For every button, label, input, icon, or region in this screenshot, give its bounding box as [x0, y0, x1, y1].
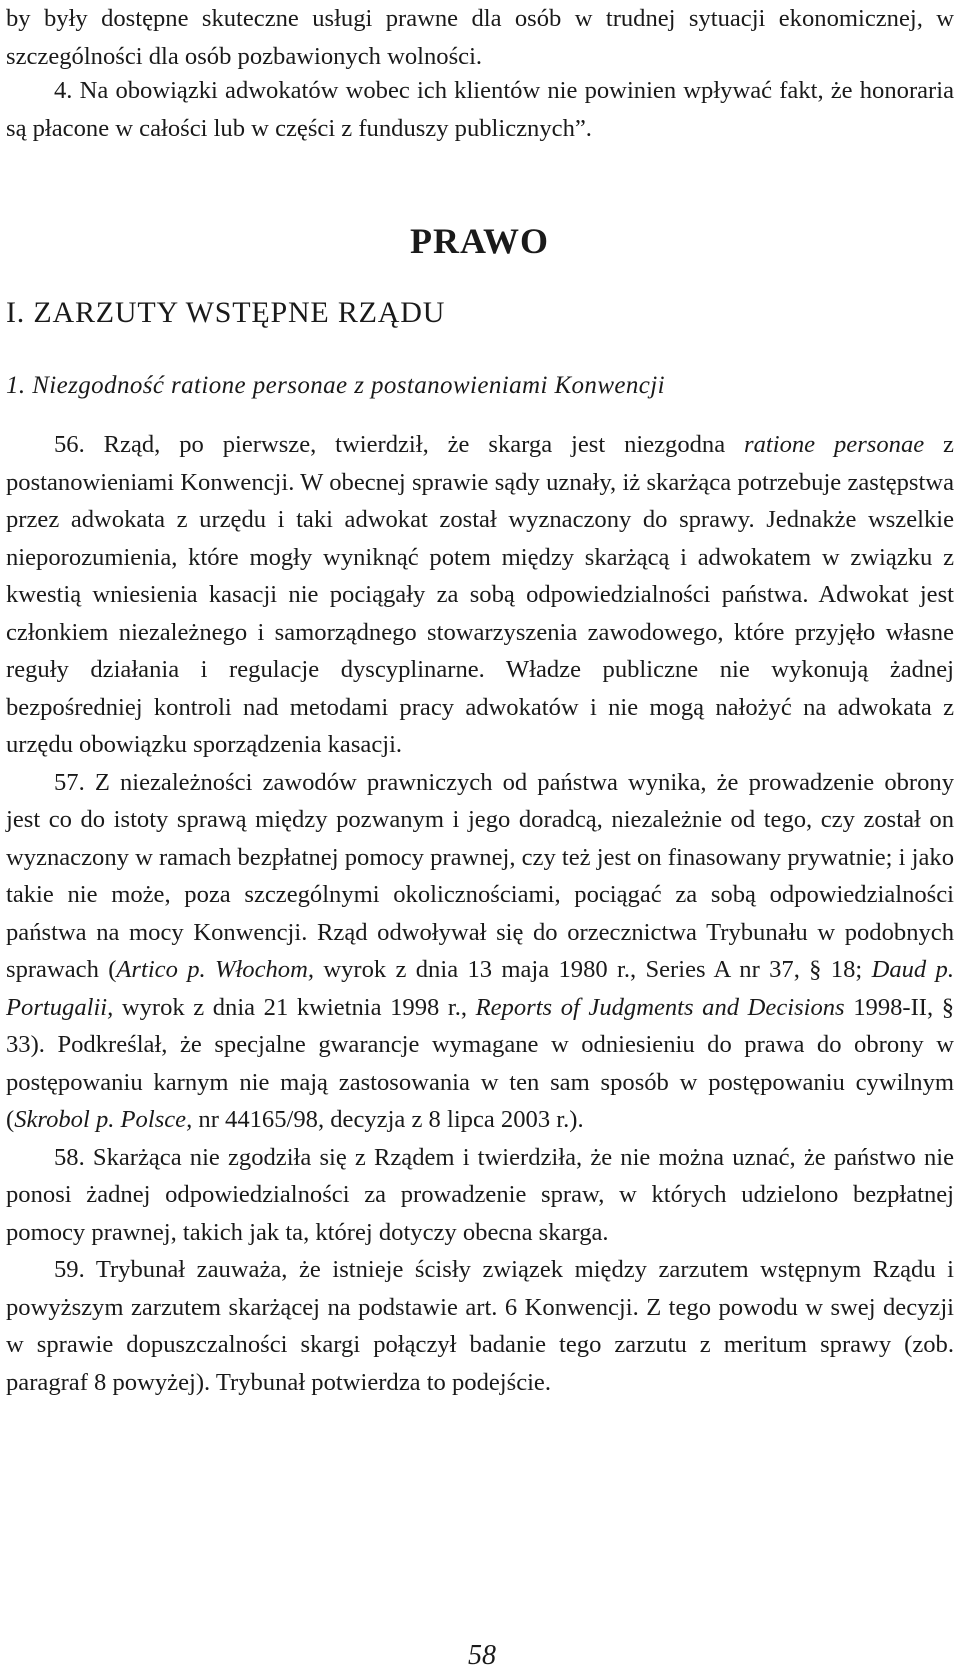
- section-heading: I. ZARZUTY WSTĘPNE RZĄDU: [6, 296, 446, 329]
- heading-prawo: PRAWO: [410, 221, 549, 261]
- paragraph-57-text-4: 1998-II, § 33). Podkreślał, że specjalne gwarancje wymagane w odniesieniu do prawa do obrony w postępowaniu karnym nie mają zastosowania w ten sam sposób w postępowaniu cywilnym (: [6, 993, 955, 1133]
- paragraph-56-text-2: z postanowieniami Konwencji. W obecnej sprawie sądy uznały, iż skarżąca potrzebuje zastępstwa przez adwokata z urzędu i taki adwokat został wyznaczony do sprawy. Jednakże wszelkie nieporozumienia, które mogły wyniknąć potem między skarżącą i adwokatem w związku z kwestią wniesienia kasacji nie pociągały za sobą odpowiedzialności państwa. Adwokat jest członkiem niezależnego i samorządnego stowarzyszenia zawodowego, które przyjęło własne reguły działania i regulacje dyscyplinarne. Władze publiczne nie wykonują żadnej bezpośredniej kontroli nad metodami pracy adwokatów i nie mogą nałożyć na adwokata z urzędu obowiązku sporządzenia kasacji.: [6, 431, 954, 758]
- case-name-artico: Artico p. Włochom,: [116, 956, 315, 983]
- body-text: [6, 426, 954, 1401]
- case-name-skrobol: Skrobol p. Polsce,: [14, 1106, 193, 1133]
- paragraph-57-text-2: wyrok z dnia 13 maja 1980 r., Series A nr 37, § 18;: [314, 956, 872, 983]
- case-name-daud: Daud p. Portugalii,: [6, 956, 954, 1021]
- paragraph-57: [6, 764, 954, 1139]
- paragraph-57-text-1: 57. Z niezależności zawodów prawniczych od państwa wynika, że prowadzenie obrony jest co do istoty sprawą między pozwanym i jego doradcą, niezależnie od tego, czy został on wyznaczony w ramach bezpłatnej pomocy prawnej, czy też jest on finasowany prywatnie; i jako takie nie może, poza szczególnymi okolicznościami, pociągać za sobą odpowiedzialności państwa na mocy Konwencji. Rząd odwoływał się do orzecznictwa Trybunału w podobnych sprawach (: [6, 768, 954, 983]
- paragraph-57-text-5: nr 44165/98, decyzja z 8 lipca 2003 r.).: [192, 1106, 584, 1133]
- subsection-heading: 1. Niezgodność ratione personae z postanowieniami Konwencji: [6, 372, 665, 399]
- paragraph-59: 59. Trybunał zauważa, że istnieje ścisły związek między zarzutem wstępnym Rządu i powyższym zarzutem skarżącej na podstawie art. 6 Konwencji. Z tego powodu w swej decyzji w sprawie dopuszczalności skargi połączył badanie tego zarzutu z meritum sprawy (zob. paragraf 8 powyżej). Trybunał potwierdza to podejście.: [6, 1256, 954, 1396]
- top-paragraph-continuation: by były dostępne skuteczne usługi prawne dla osób w trudnej sytuacji ekonomicznej, w szczególności dla osób pozbawionych wolności.: [6, 5, 954, 70]
- page-number: 58: [468, 1640, 496, 1671]
- top-paragraph-item-4: 4. Na obowiązki adwokatów wobec ich klientów nie powinien wpływać fakt, że honoraria są płacone w całości lub w części z funduszy publicznych”.: [6, 77, 954, 142]
- paragraph-57-text-3: wyrok z dnia 21 kwietnia 1998 r.,: [113, 993, 476, 1021]
- reports-title: Reports of Judgments and Decisions: [475, 993, 845, 1021]
- paragraph-56: [6, 426, 954, 764]
- paragraph-58: 58. Skarżąca nie zgodziła się z Rządem i twierdziła, że nie można uznać, że państwo nie ponosi żadnej odpowiedzialności za prowadzenie spraw, w których udzielono bezpłatnej pomocy prawnej, takich jak ta, której dotyczy obecna skarga.: [6, 1143, 954, 1246]
- paragraph-56-italic: ratione personae: [744, 431, 925, 458]
- paragraph-56-text-1: 56. Rząd, po pierwsze, twierdził, że skarga jest niezgodna: [54, 431, 745, 458]
